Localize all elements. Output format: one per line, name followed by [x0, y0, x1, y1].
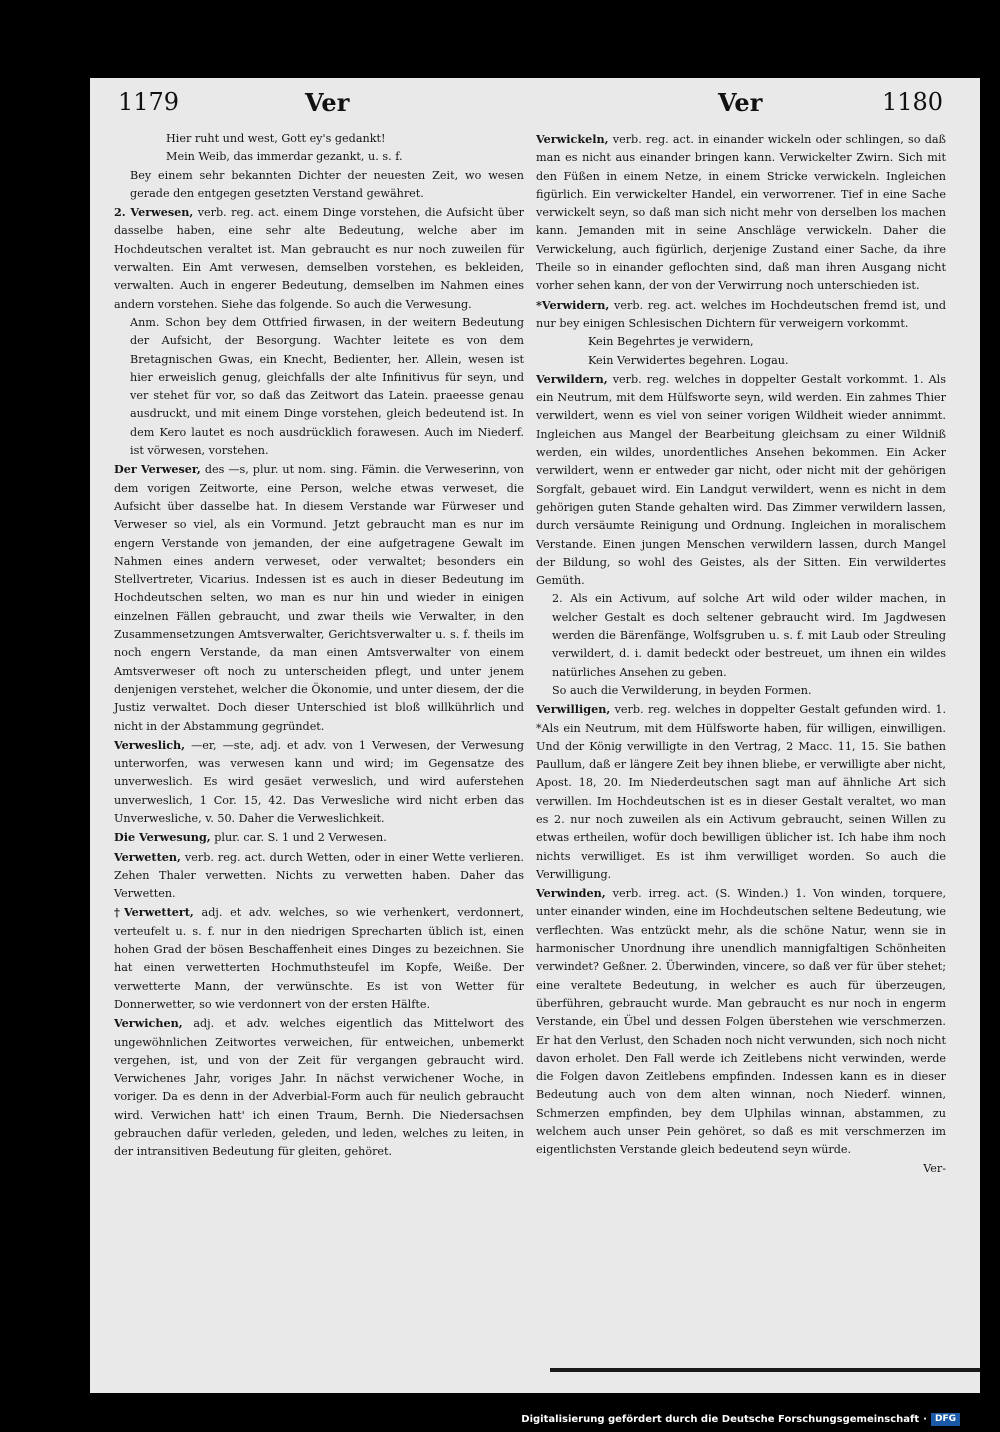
entry-headword: Verwildern, — [536, 371, 608, 386]
entry-text: Anm. Schon bey dem Ottfried firwasen, in der weitern Bedeutung der Aufsicht, der Besorgung. Wachter leitete es von dem Bretagnischen Gwas, ein Knecht, Bedienter, her. Allein, wesen ist hier erweislich genug, gleichfalls der alte Infinitivus für seyn, und ver stehet für vor, so daß das Zeitwort das Latein. praeesse genau ausdruckt, und mit einem Dinge vorstehen, gleich bedeutend ist. In dem Kero lautet es noch ausdrücklich forawesen. Auch im Niederf. ist vörwesen, vorstehen. — [130, 315, 524, 458]
funding-footer: Digitalisierung gefördert durch die Deutsche Forschungsgemeinschaft · DFG — [521, 1413, 960, 1426]
entry-headword: Verwetten, — [114, 849, 181, 864]
entry-text: Hier ruht und west, Gott ey's gedankt! — [166, 132, 386, 145]
dictionary-entry — [536, 296, 946, 334]
entry-text: des —s, plur. ut nom. sing. Fämin. die Verweserinn, von dem vorigen Zeitworte, eine Person, welche etwas verweset, die Aufsicht über dasselbe hat. In diesem Verstande war Fürweser und Verweser so viel, als ein Vormund. Jetzt gebraucht man es nur im engern Verstande von jemanden, der eine aufgetragene Gewalt im Nahmen eines andern verweset, oder verwaltet; besonders ein Stellvertreter, Vicarius. Indessen ist es auch in dieser Bedeutung im Hochdeutschen selten, wo man es nur hin und wieder in einigen einzelnen Fällen gebraucht, und zwar theils wie Verwalter, in den Zusammensetzungen Amtsverwalter, Gerichtsverwalter u. s. f. theils im noch engern Verstande, da man einen Amtsverwalter von einem Amtsverweser oft noch zu unterscheiden pflegt, und unter jenem denjenigen verstehet, welcher die Ökonomie, und unter diesem, der die Justiz verwaltet. Doch dieser Unterschied ist bloß willkührlich und nicht in der Abstammung gegründet. — [114, 463, 524, 733]
entry-headword: Die Verwesung, — [114, 830, 211, 845]
dictionary-entry — [114, 460, 524, 735]
entry-text: Bey einem sehr bekannten Dichter der neuesten Zeit, wo wesen gerade den entgegen gesetzten Verstand gewähret. — [130, 168, 524, 200]
dictionary-entry — [536, 130, 946, 296]
quoted-verse — [536, 333, 946, 351]
entry-text: verb. reg. act. einem Dinge vorstehen, die Aufsicht über dasselbe haben, eine sehr alte Bedeutung, welche aber im Hochdeutschen veraltet ist. Man gebraucht es nur noch zuweilen für verwalten. Ein Amt verwesen, demselben vorstehen, es bekleiden, verwalten. Auch in engerer Bedeutung, demselben im Nahmen eines andern vorstehen. Siehe das folgende. So auch die Verwesung. — [114, 206, 524, 311]
quoted-verse — [114, 130, 524, 148]
dictionary-page — [90, 78, 980, 1393]
left-page-number: 1179 — [118, 88, 180, 116]
quoted-verse — [536, 352, 946, 370]
entry-headword: Der Verweser, — [114, 462, 201, 477]
entry-text: adj. et adv. welches, so wie verhenkert, verdonnert, verteufelt u. s. f. nur in den niedrigen Sprecharten üblich ist, einen hohen Grad der bösen Beschaffenheit eines Dinges zu bezeichnen. Sie hat einen verwetterten Hochmuthsteufel im Kopfe, Weiße. Der verwetterte Mann, der verwünschte. Es ist von Wetter für Donnerwetter, so wie verdonnert von der ersten Hälfte. — [114, 906, 524, 1011]
paragraph — [536, 682, 946, 700]
entry-text: 2. Als ein Activum, auf solche Art wild oder wilder machen, in welcher Gestalt es doch seltener gebraucht wird. Im Jagdwesen werden die Bärenfänge, Wolfsgruben u. s. f. mit Laub oder Streuling verwildert, d. i. damit bedeckt oder bestreuet, um ihnen ein wildes natürliches Ansehen zu geben. — [552, 592, 946, 679]
entry-headword: Verwichen, — [114, 1016, 183, 1031]
entry-text: verb. reg. welches in doppelter Gestalt gefunden wird. 1. *Als ein Neutrum, mit dem Hülfsworte haben, für willigen, einwilligen. Und der König verwilligte in den Vertrag, 2 Macc. 11, 15. Sie bathen Paullum, daß er längere Zeit bey ihnen bliebe, er verwilligte aber nicht, Apost. 18, 20. Im Niederdeutschen sagt man auf ähnliche Art sich verwillen. Im Hochdeutschen ist es in dieser Gestalt veraltet, wo man es 2. nur noch zuweilen als ein Activum gebraucht, seinen Willen zu etwas ertheilen, wofür doch bewilligen üblicher ist. Ich habe ihm noch nichts verwilliget. Es ist ihm verwilliget worden. So auch die Verwilligung. — [536, 703, 947, 881]
dfg-logo: DFG — [931, 1413, 960, 1426]
bottom-rule — [550, 1368, 980, 1372]
dictionary-entry — [114, 1014, 524, 1161]
entry-text: verb. reg. welches in doppelter Gestalt vorkommt. 1. Als ein Neutrum, mit dem Hülfsworte seyn, wild werden. Ein zahmes Thier verwildert, wenn es viel von seiner vorigen Wildheit wieder annimmt. Ingleichen aus Mangel der Bearbeitung gleichsam zu einer Wildniß werden, ein wildes, unordentliches Ansehen bekommen. Ein Acker verwildert, wenn er entweder gar nicht, oder nicht mit der gehörigen Sorgfalt, gebauet wird. Ein Landgut verwildert, wenn es nicht in dem gehörigen guten Stande gehalten wird. Das Zimmer verwildern lassen, durch versäumte Reinigung und Ordnung. Ingleichen in moralischem Verstande. Einen jungen Menschen verwildern lassen, durch Mangel der Bildung, so wohl des Geistes, als der Sitten. Ein verwildertes Gemüth. — [536, 372, 946, 588]
entry-text: Mein Weib, das immerdar gezankt, u. s. f. — [166, 150, 403, 164]
entry-text: So auch die Verwilderung, in beyden Formen. — [552, 683, 812, 697]
entry-text: adj. et adv. welches eigentlich das Mittelwort des ungewöhnlichen Zeitwortes verweichen, für entweichen, unbemerkt vergehen, ist, und von der Zeit für vergangen gebraucht wird. Verwichenes Jahr, voriges Jahr. In nächst verwichener Woche, in voriger. Da es denn in der Adverbial-Form auch für neulich gebraucht wird. Verwichen hatt' ich einen Traum, Bernh. Die Niedersachsen gebrauchen dafür verleden, geleden, und leden, welches zu leiten, in der intransitiven Bedeutung für gleiten, gehöret. — [114, 1017, 524, 1159]
entry-headword: †Verwettert, — [114, 905, 194, 920]
entry-headword: Verweslich, — [114, 737, 186, 752]
paragraph — [536, 590, 946, 681]
funding-credit: Digitalisierung gefördert durch die Deutsche Forschungsgemeinschaft — [521, 1414, 920, 1425]
entry-text: verb. reg. act. welches im Hochdeutschen fremd ist, und nur bey einigen Schlesischen Dichtern für verweigern vorkommt. — [536, 298, 946, 330]
entry-headword: Verwilligen, — [536, 702, 611, 717]
paragraph — [536, 1160, 946, 1178]
right-running-headword: Ver — [718, 88, 763, 117]
left-running-headword: Ver — [305, 88, 350, 117]
entry-text: verb. reg. act. durch Wetten, oder in einer Wette verlieren. Zehen Thaler verwetten. Nichts zu verwetten haben. Daher das Verwetten. — [114, 850, 524, 901]
dictionary-entry — [114, 736, 524, 828]
dictionary-entry — [114, 903, 524, 1014]
dictionary-entry — [114, 828, 524, 847]
dictionary-entry — [536, 884, 946, 1159]
entry-text: Ver- — [923, 1161, 946, 1175]
paragraph — [114, 167, 524, 204]
quoted-verse — [114, 148, 524, 166]
entry-text: plur. car. S. 1 und 2 Verwesen. — [214, 831, 387, 845]
dictionary-entry — [114, 848, 524, 904]
entry-headword: Verwinden, — [536, 886, 606, 901]
left-text-column — [114, 130, 524, 1162]
entry-text: —er, —ste, adj. et adv. von 1 Verwesen, der Verwesung unterworfen, was verwesen kann und wird; im Gegensatze des unverweslich. Es wird gesäet verweslich, und wird auferstehen unverweslich, 1 Cor. 15, 42. Das Verwesliche wird nicht erben das Unverwesliche, v. 50. Daher die Verweslichkeit. — [114, 738, 524, 825]
entry-text: Kein Verwidertes begehren. Logau. — [588, 353, 789, 367]
dictionary-entry — [536, 370, 946, 591]
paragraph — [114, 314, 524, 460]
dictionary-entry — [114, 203, 524, 314]
entry-text: verb. irreg. act. (S. Winden.) 1. Von winden, torquere, unter einander winden, eine im Hochdeutschen seltene Bedeutung, wie verflechten. Was entzückt mehr, als die schöne Natur, wenn sie in harmonischer Unordnung ihre unendlich mannigfaltigen Schönheiten verwindet? Geßner. 2. Überwinden, vincere, so daß ver für über stehet; eine veraltete Bedeutung, in welcher es auch für überzeugen, überführen, gebraucht wurde. Man gebraucht es nur noch in engerm Verstande, ein Übel und dessen Folgen überstehen wie verschmerzen. Er hat den Verlust, den Schaden noch nicht verwunden, sich noch nicht davon erholet. Den Fall werde ich Zeitlebens nicht verwinden, werde die Folgen davon Zeitlebens empfinden. Indessen kann es in dieser Bedeutung auch von dem alten winnan, noch Niederf. winnen, Schmerzen empfinden, bey dem Ulphilas winnan, abstammen, zu welchem auch unser Pein gehöret, so daß es mit verschmerzen im eigentlichsten Verstande gleich bedeutend seyn würde. — [536, 887, 946, 1157]
entry-text: verb. reg. act. in einander wickeln oder schlingen, so daß man es nicht aus einander bringen kann. Verwickelter Zwirn. Sich mit den Füßen in einem Netze, in einem Stricke verwickeln. Ingleichen figürlich. Ein verwickelter Handel, ein verworrener. Tief in eine Sache verwickelt seyn, so daß man sich nicht mehr von derselben los machen kann. Jemanden mit in seine Anschläge verwickeln. Daher die Verwickelung, auch figürlich, derjenige Zustand einer Sache, da ihre Theile so in einander geflochten sind, daß man ihren Ausgang nicht vorher sehen kann, der von der Verwirrung noch unterschieden ist. — [536, 133, 946, 293]
dictionary-entry — [536, 700, 946, 884]
right-page-number: 1180 — [882, 88, 944, 116]
right-text-column — [536, 130, 946, 1178]
entry-headword: *Verwidern, — [536, 297, 610, 312]
entry-headword: Verwickeln, — [536, 132, 609, 146]
entry-headword: 2. Verwesen, — [114, 205, 194, 220]
entry-text: Kein Begehrtes je verwidern, — [588, 335, 754, 349]
